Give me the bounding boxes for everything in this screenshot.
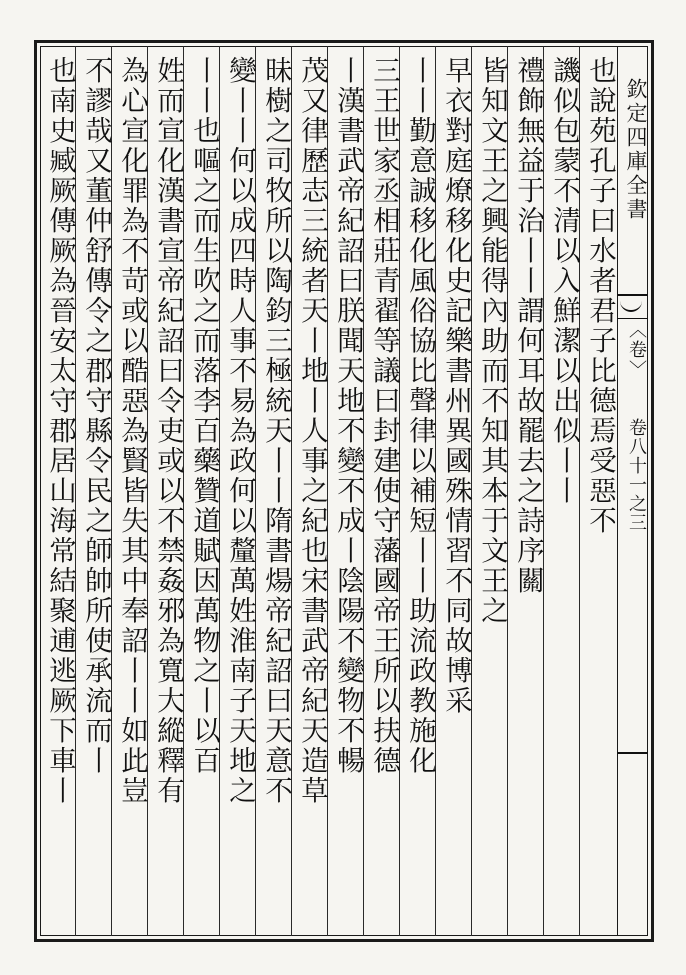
text-column: 也南史臧厥傳厥為晉安太守郡居山海常結聚逋逃厥下車丨 <box>44 56 76 806</box>
text-column: 早衣對庭燎移化史記樂書州異國殊情習不同故博采 <box>440 56 472 716</box>
text-column: 不謬哉又董仲舒傳令之郡守縣令民之師帥所使承流而丨 <box>80 56 112 776</box>
section-label: 〈卷〉 <box>626 320 647 380</box>
text-column: 三王世家丞相莊青翟等議曰封建使守藩國帝王所以扶德 <box>368 56 400 776</box>
text-column: 譏似包蒙不清以入鮮潔以出似丨丨 <box>548 56 580 506</box>
book-title: 欽定四庫全書 <box>624 78 648 222</box>
text-column: 也說苑孔子曰水者君子比德焉受惡不 <box>584 56 616 536</box>
text-column: 皆知文王之興能得內助而不知其本于文王之 <box>476 56 508 626</box>
text-column: 昧樹之司牧所以陶鈞三極統天丨丨隋書煬帝紀詔曰天意不 <box>260 56 292 806</box>
text-column: 姓而宣化漢書宣帝紀詔曰令吏或以不禁姦邪為寬大縱釋有 <box>152 56 184 806</box>
text-column: 茂又律歷志三統者天丨地丨人事之紀也宋書武帝紀天造草 <box>296 56 328 806</box>
text-column: 禮飾無益于治丨丨謂何耳故罷去之詩序關 <box>512 56 544 596</box>
margin-divider <box>617 752 648 754</box>
text-column: 丨丨勤意誠移化風俗協比聲律以補短丨丨助流政教施化 <box>404 56 436 776</box>
text-column: 為心宣化罪為不苛或以酷惡為賢皆失其中奉詔丨丨如此豈 <box>116 56 148 806</box>
text-column: 丨漢書武帝紀詔曰朕聞天地不變不成丨陰陽不變物不暢 <box>332 56 364 776</box>
fish-tail-mark <box>617 294 648 319</box>
text-column: 變丨丨何以成四時人事不易為政何以釐萬姓淮南子天地之 <box>224 56 256 806</box>
text-column: 丨丨也嘔之而生吹之而落李百藥贊道賦因萬物之丨以百 <box>188 56 220 776</box>
volume-label: 卷八十一之三 <box>626 418 647 532</box>
